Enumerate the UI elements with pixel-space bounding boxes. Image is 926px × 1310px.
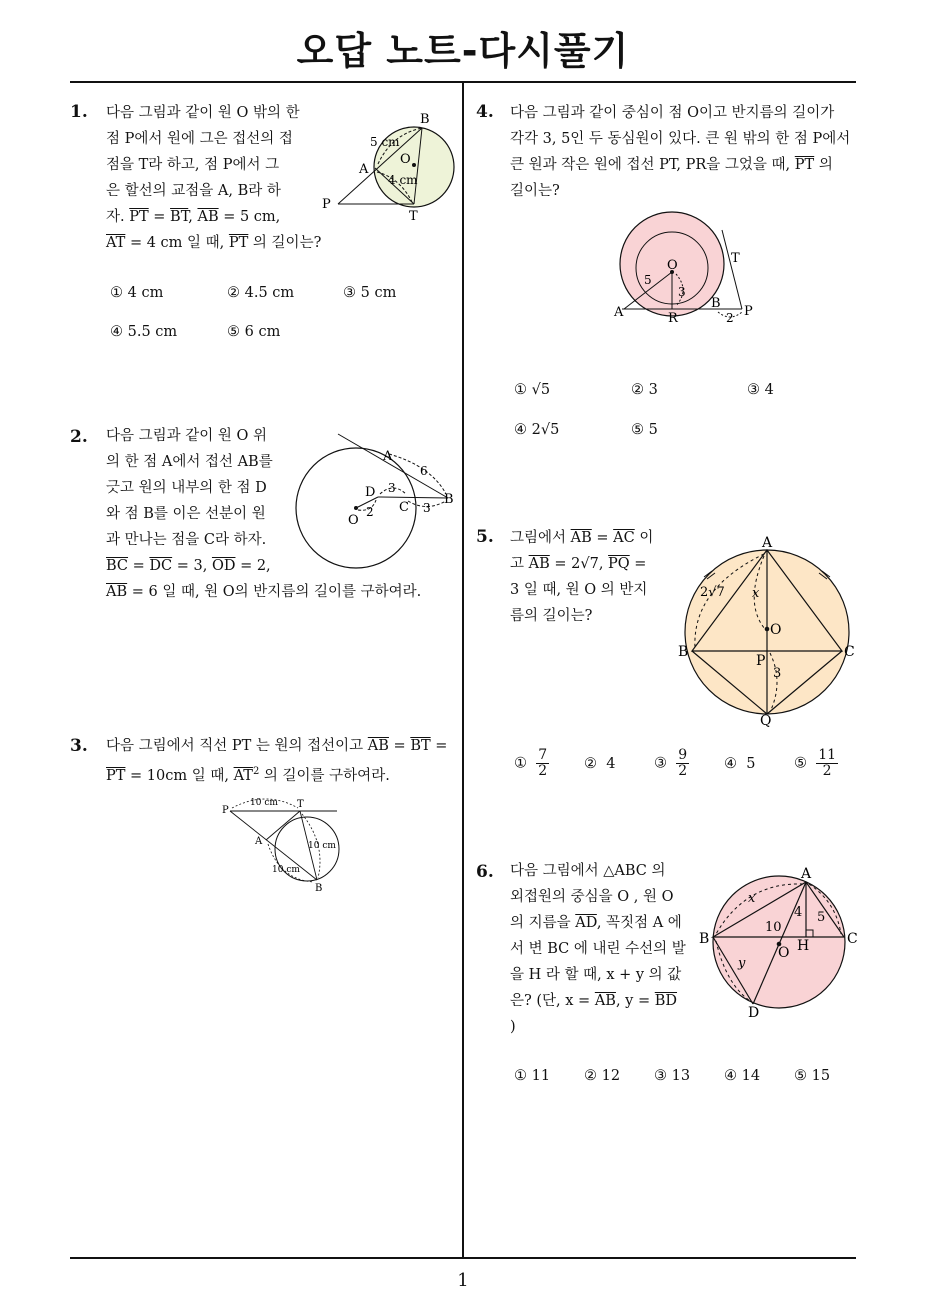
- problem-6-figure: [696, 864, 866, 1024]
- problem-5-line: 3 일 때, 원 O 의 반지: [510, 582, 648, 598]
- segment-db: [378, 497, 448, 498]
- problem-1-figure: [320, 108, 460, 223]
- choice-2[interactable]: ② 3: [631, 382, 658, 398]
- problem-6-line: 서 변 BC 에 내린 수선의 발: [510, 941, 686, 957]
- label-bt: 10 cm: [308, 841, 336, 851]
- label-c: C: [399, 500, 409, 515]
- problem-2-line: 긋고 원의 내부의 한 점 D: [106, 480, 267, 496]
- problem-6-number: 6.: [476, 862, 494, 882]
- label-ab: 10 cm: [272, 865, 300, 875]
- center-dot: [412, 163, 416, 167]
- choice-3[interactable]: ③ $\frac{9}{2}$: [654, 747, 688, 779]
- problem-6-line: 외접원의 중심을 O , 원 O: [510, 889, 674, 905]
- label-six: 6: [420, 464, 428, 478]
- label-t: T: [297, 799, 304, 810]
- problem-5-line: 그림에서 $\overline{AB} = \overline{AC}$ 이: [510, 530, 654, 546]
- label-b: B: [444, 492, 454, 507]
- problem-3-line: 다음 그림에서 직선 PT 는 원의 접선이고 $\overline{AB} = \overline{BT}$ =: [106, 738, 448, 754]
- problem-2-figure: [296, 430, 461, 570]
- problem-1-line: 자. $\overline{PT} = \overline{BT}$, $\overline{AB} = 5$ cm,: [106, 209, 281, 225]
- problem-6-line: 다음 그림에서 △ABC 의: [510, 863, 666, 879]
- problem-3-figure: [222, 796, 342, 896]
- segment-at: [266, 811, 300, 840]
- label-pt: 10 cm: [250, 798, 278, 808]
- label-d: D: [365, 485, 376, 500]
- choice-5[interactable]: ⑤ $\frac{11}{2}$: [794, 747, 837, 779]
- label-h: H: [797, 938, 810, 954]
- label-ten: 10: [765, 920, 782, 935]
- label-o: O: [778, 945, 790, 961]
- label-a: A: [801, 866, 812, 882]
- choice-2[interactable]: ② 4.5 cm: [227, 285, 295, 301]
- problem-1-line: 은 할선의 교점을 A, B라 하: [106, 183, 281, 199]
- label-y: y: [738, 956, 746, 971]
- label-ab: 5 cm: [370, 135, 400, 149]
- problem-4-line: 다음 그림과 같이 중심이 점 O이고 반지름의 길이가: [510, 105, 835, 121]
- problem-4-line: 길이는?: [510, 183, 560, 199]
- label-three: 3: [773, 666, 782, 681]
- choice-1[interactable]: ① 11: [514, 1068, 551, 1084]
- problem-6-line: 은? (단, $x = \overline{AB}$, $y = \overline{BD}$: [510, 993, 678, 1009]
- problem-4-figure: [610, 212, 760, 324]
- label-five: 5: [644, 273, 652, 287]
- label-x: x: [748, 891, 756, 906]
- label-c: C: [847, 931, 858, 947]
- problem-2-line: 다음 그림과 같이 원 O 위: [106, 428, 267, 444]
- arc-ab: [389, 454, 446, 494]
- problem-4-number: 4.: [476, 102, 494, 122]
- problem-1-number: 1.: [70, 102, 88, 122]
- problem-6-line: 을 H 라 할 때, x + y 의 값: [510, 967, 682, 983]
- label-a: A: [255, 836, 263, 847]
- label-two: 2: [726, 311, 734, 325]
- choice-5[interactable]: ⑤ 5: [631, 422, 658, 438]
- label-p: P: [222, 805, 229, 816]
- problem-5-line: 름의 길이는?: [510, 608, 593, 624]
- problem-1-line: $\overline{AT} = 4$ cm 일 때, $\overline{PT}$ 의 길이는?: [106, 235, 322, 251]
- label-b: B: [315, 883, 323, 894]
- choice-5[interactable]: ⑤ 15: [794, 1068, 831, 1084]
- label-a: A: [383, 449, 393, 464]
- choice-5[interactable]: ⑤ 6 cm: [227, 324, 281, 340]
- problem-4-text: [510, 100, 860, 204]
- tangent-pt: [722, 230, 742, 309]
- choice-4[interactable]: ④ 14: [724, 1068, 761, 1084]
- label-t: T: [731, 251, 740, 266]
- label-three: 3: [423, 501, 431, 515]
- problem-5-line: 고 $\overline{AB} = 2√7$, $\overline{PQ}$ =: [510, 556, 647, 572]
- center-dot: [765, 627, 770, 632]
- choice-4[interactable]: ④ 5.5 cm: [110, 324, 178, 340]
- choice-2[interactable]: ② 12: [584, 1068, 621, 1084]
- center-dot: [354, 506, 358, 510]
- label-ab: 2√7: [700, 585, 725, 600]
- bottom-rule: [70, 1257, 856, 1259]
- page-title: 오답 노트-다시풀기: [296, 29, 630, 73]
- label-two: 2: [366, 505, 374, 519]
- problem-6-line: 의 지름을 $\overline{AD}$, 꼭짓점 A 에: [510, 915, 682, 931]
- problem-3-line: $\overline{PT} = 10cm$ 일 때, $\overline{AT}^2$ 의 길이를 구하여라.: [106, 766, 390, 784]
- label-five: 5: [817, 910, 826, 925]
- label-four: 4: [794, 905, 803, 920]
- choice-2[interactable]: ② 4: [584, 756, 616, 772]
- column-divider: [462, 83, 464, 1257]
- label-b: B: [699, 931, 710, 947]
- problem-2-line: 의 한 점 A에서 접선 AB를: [106, 454, 273, 470]
- choice-4[interactable]: ④ 5: [724, 756, 756, 772]
- problem-2-line: $\overline{BC} = \overline{DC} = 3$, $\overline{OD} = 2$,: [106, 558, 271, 574]
- problem-6-text: [510, 858, 690, 1040]
- label-c: C: [844, 644, 855, 660]
- problem-4-line: 각각 3, 5인 두 동심원이 있다. 큰 원 밖의 한 점 P에서: [510, 131, 851, 147]
- label-o: O: [400, 152, 411, 167]
- label-p: P: [322, 197, 331, 212]
- label-three: 3: [388, 481, 396, 495]
- label-r: R: [668, 311, 678, 326]
- problem-2-line: $\overline{AB} = 6$ 일 때, 원 O의 반지름의 길이를 구하여라.: [106, 584, 422, 600]
- label-at: 4 cm: [388, 173, 418, 187]
- problem-3-number: 3.: [70, 736, 88, 756]
- page-number: 1: [457, 1270, 469, 1291]
- problem-6-line: ): [510, 1019, 516, 1035]
- problem-2-number: 2.: [70, 427, 88, 447]
- problem-1-line: 점을 T라 하고, 점 P에서 그: [106, 157, 280, 173]
- problem-5-figure: [676, 534, 861, 729]
- problem-3-text: [106, 733, 458, 789]
- label-a: A: [359, 162, 369, 177]
- label-b: B: [420, 112, 430, 127]
- problem-2-line: 과 만나는 점을 C라 하자.: [106, 532, 267, 548]
- label-t: T: [409, 209, 418, 224]
- choice-3[interactable]: ③ 13: [654, 1068, 691, 1084]
- choice-4[interactable]: ④ 2√5: [514, 422, 560, 438]
- choice-3[interactable]: ③ 4: [747, 382, 774, 398]
- problem-1-line: 점 P에서 원에 그은 접선의 접: [106, 131, 293, 147]
- choice-1[interactable]: ① $\frac{7}{2}$: [514, 747, 548, 779]
- problem-5-text: [510, 525, 670, 629]
- label-a: A: [762, 535, 773, 551]
- problem-1-text: [106, 100, 346, 256]
- label-p: P: [744, 304, 753, 319]
- label-d: D: [748, 1005, 760, 1021]
- label-q: Q: [760, 713, 772, 729]
- label-o: O: [770, 622, 782, 638]
- label-a: A: [614, 305, 624, 320]
- label-o: O: [667, 258, 678, 273]
- problem-2-line: 와 점 B를 이은 선분이 원: [106, 506, 266, 522]
- label-b: B: [678, 644, 689, 660]
- label-p: P: [756, 653, 766, 669]
- choice-1[interactable]: ① 4 cm: [110, 285, 164, 301]
- label-o: O: [348, 513, 359, 528]
- label-x: x: [752, 586, 760, 601]
- problem-5-number: 5.: [476, 527, 494, 547]
- label-three: 3: [678, 285, 686, 299]
- choice-1[interactable]: ① √5: [514, 382, 551, 398]
- label-b: B: [711, 296, 721, 311]
- choice-3[interactable]: ③ 5 cm: [343, 285, 397, 301]
- problem-1-line: 다음 그림과 같이 원 O 밖의 한: [106, 105, 300, 121]
- problem-4-line: 큰 원과 작은 원에 접선 PT, PR을 그었을 때, $\overline{PT}$ 의: [510, 157, 833, 173]
